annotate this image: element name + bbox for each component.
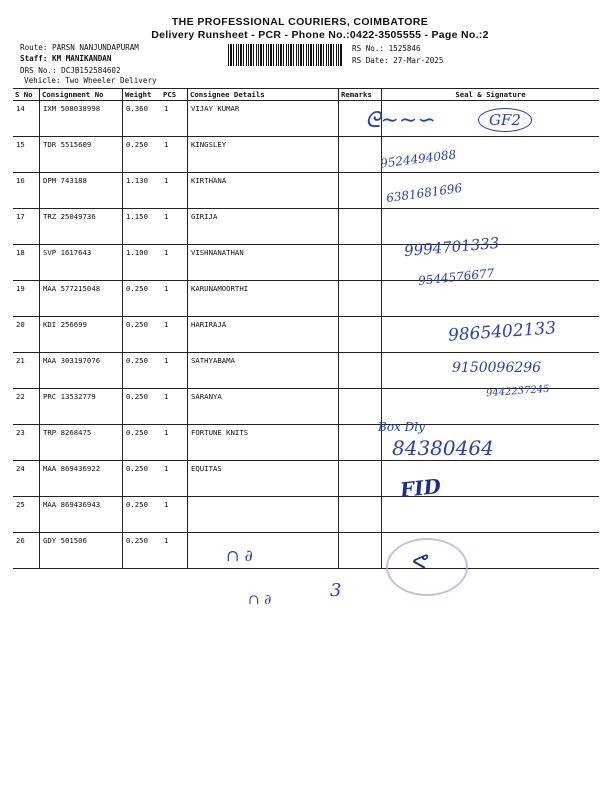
cell-weight: 0.250 — [123, 317, 162, 353]
cell-remarks — [339, 389, 382, 425]
cell-pcs: 1 — [161, 137, 188, 173]
cell-consignee: FORTUNE KNITS — [188, 425, 339, 461]
col-header-pcs: PCS — [161, 89, 188, 101]
cell-sno: 26 — [13, 533, 40, 569]
signature-scribble: 3 — [330, 580, 342, 601]
cell-pcs: 1 — [161, 101, 188, 137]
cell-consignment-no: SVP 1617643 — [40, 245, 123, 281]
cell-consignee: HARIRAJA — [188, 317, 339, 353]
cell-sno: 21 — [13, 353, 40, 389]
cell-remarks — [339, 209, 382, 245]
cell-weight: 0.250 — [123, 137, 162, 173]
cell-remarks — [339, 353, 382, 389]
cell-consignment-no: MAA 869436943 — [40, 497, 123, 533]
cell-sno: 23 — [13, 425, 40, 461]
cell-consignee: VISHNANATHAN — [188, 245, 339, 281]
cell-weight: 0.250 — [123, 461, 162, 497]
table-row — [13, 173, 599, 209]
cell-pcs: 1 — [161, 281, 188, 317]
cell-sno: 15 — [13, 137, 40, 173]
cell-weight: 0.360 — [123, 101, 162, 137]
cell-consignee: KINGSLEY — [188, 137, 339, 173]
signature-scribble: ∩ ∂ — [248, 592, 272, 608]
table-row — [13, 245, 599, 281]
handwritten-phone: 9865402133 — [447, 318, 557, 346]
cell-sno: 20 — [13, 317, 40, 353]
signature-scribble: ᘓ∼∼∽ — [365, 108, 436, 133]
handwritten-phone: 6381681696 — [385, 180, 463, 206]
drs-info: DRS No.: DCJB152584602 — [20, 66, 121, 75]
rs-date: RS Date: 27-Mar-2025 — [352, 56, 444, 65]
col-header-consignment: Consignment No — [40, 89, 123, 101]
cell-consignment-no: TDR 5515609 — [40, 137, 123, 173]
cell-consignment-no: IXM 508038998 — [40, 101, 123, 137]
cell-sno: 22 — [13, 389, 40, 425]
cell-weight: 0.250 — [123, 281, 162, 317]
vehicle-info: Vehicle: Two Wheeler Delivery — [24, 76, 157, 85]
cell-sno: 19 — [13, 281, 40, 317]
table-row — [13, 533, 599, 569]
cell-consignee — [188, 497, 339, 533]
cell-weight: 0.250 — [123, 425, 162, 461]
handwritten-note: Box Dly — [378, 420, 425, 434]
cell-remarks — [339, 497, 382, 533]
cell-remarks — [339, 317, 382, 353]
cell-consignee: SARANYA — [188, 389, 339, 425]
cell-pcs: 1 — [161, 461, 188, 497]
signature-scribble: ᕙ — [410, 550, 426, 575]
cell-pcs: 1 — [161, 425, 188, 461]
company-title: THE PROFESSIONAL COURIERS, COIMBATORE — [171, 16, 429, 28]
cell-pcs: 1 — [161, 245, 188, 281]
table-row — [13, 209, 599, 245]
table-row — [13, 137, 599, 173]
col-header-signature: Seal & Signature — [382, 89, 600, 101]
col-header-sno: S No — [13, 89, 40, 101]
table-row — [13, 425, 599, 461]
cell-consignee: KARUNAMOORTHI — [188, 281, 339, 317]
cell-consignment-no: TRP 8268475 — [40, 425, 123, 461]
col-header-remarks: Remarks — [339, 89, 382, 101]
table-row — [13, 497, 599, 533]
runsheet-subtitle: Delivery Runsheet - PCR - Phone No.:0422-3505555 - Page No.:2 — [151, 29, 489, 41]
cell-remarks — [339, 533, 382, 569]
handwritten-phone: 9524494088 — [379, 147, 457, 171]
cell-consignment-no: MAA 577215048 — [40, 281, 123, 317]
cell-consignment-no: KDI 256699 — [40, 317, 123, 353]
col-header-consignee: Consignee Details — [188, 89, 339, 101]
cell-consignee: SATHYABAMA — [188, 353, 339, 389]
cell-sno: 16 — [13, 173, 40, 209]
cell-signature — [382, 281, 600, 317]
handwritten-number: 84380464 — [392, 436, 494, 460]
cell-consignment-no: GDY 501506 — [40, 533, 123, 569]
cell-weight: 0.250 — [123, 353, 162, 389]
cell-remarks — [339, 425, 382, 461]
cell-consignee: GIRIJA — [188, 209, 339, 245]
signature-scribble: ∩ ∂ — [226, 546, 253, 565]
cell-remarks — [339, 281, 382, 317]
cell-signature — [382, 497, 600, 533]
cell-sno: 24 — [13, 461, 40, 497]
cell-sno: 18 — [13, 245, 40, 281]
handwritten-note: GF2 — [478, 108, 532, 132]
cell-consignment-no: DPM 743188 — [40, 173, 123, 209]
cell-consignee — [188, 533, 339, 569]
cell-remarks — [339, 137, 382, 173]
handwritten-phone: 9150096296 — [452, 360, 542, 376]
cell-pcs: 1 — [161, 389, 188, 425]
handwritten-phone: 9442237245 — [485, 383, 550, 400]
cell-pcs: 1 — [161, 209, 188, 245]
route-info: Route: PARSN NANJUNDAPURAM — [20, 43, 139, 52]
cell-remarks — [339, 245, 382, 281]
staff-info: Staff: KM MANIKANDAN — [20, 54, 112, 63]
handwritten-phone: 9544576677 — [417, 266, 495, 288]
cell-weight: 1.130 — [123, 173, 162, 209]
cell-consignee: KIRTHANA — [188, 173, 339, 209]
cell-weight: 0.250 — [123, 533, 162, 569]
cell-consignment-no: TRZ 25049736 — [40, 209, 123, 245]
cell-sno: 25 — [13, 497, 40, 533]
cell-sno: 14 — [13, 101, 40, 137]
cell-sno: 17 — [13, 209, 40, 245]
col-header-weight: Weight — [123, 89, 162, 101]
cell-consignment-no: PRC 13532779 — [40, 389, 123, 425]
cell-consignee: VIJAY KUMAR — [188, 101, 339, 137]
cell-consignment-no: MAA 303197076 — [40, 353, 123, 389]
cell-consignment-no: MAA 869436922 — [40, 461, 123, 497]
cell-pcs: 1 — [161, 173, 188, 209]
cell-weight: 1.100 — [123, 245, 162, 281]
handwritten-phone: 9994701333 — [403, 233, 501, 261]
table-row — [13, 461, 599, 497]
cell-consignee: EQUITAS — [188, 461, 339, 497]
barcode — [228, 44, 342, 66]
cell-pcs: 1 — [161, 317, 188, 353]
cell-pcs: 1 — [161, 497, 188, 533]
table-row — [13, 281, 599, 317]
handwritten-note: FID — [398, 473, 443, 503]
cell-weight: 0.250 — [123, 497, 162, 533]
cell-remarks — [339, 173, 382, 209]
seal-stamp — [386, 538, 468, 596]
cell-pcs: 1 — [161, 353, 188, 389]
cell-weight: 0.250 — [123, 389, 162, 425]
rs-number: RS No.: 1525846 — [352, 44, 421, 53]
cell-weight: 1.150 — [123, 209, 162, 245]
cell-remarks — [339, 461, 382, 497]
cell-pcs: 1 — [161, 533, 188, 569]
